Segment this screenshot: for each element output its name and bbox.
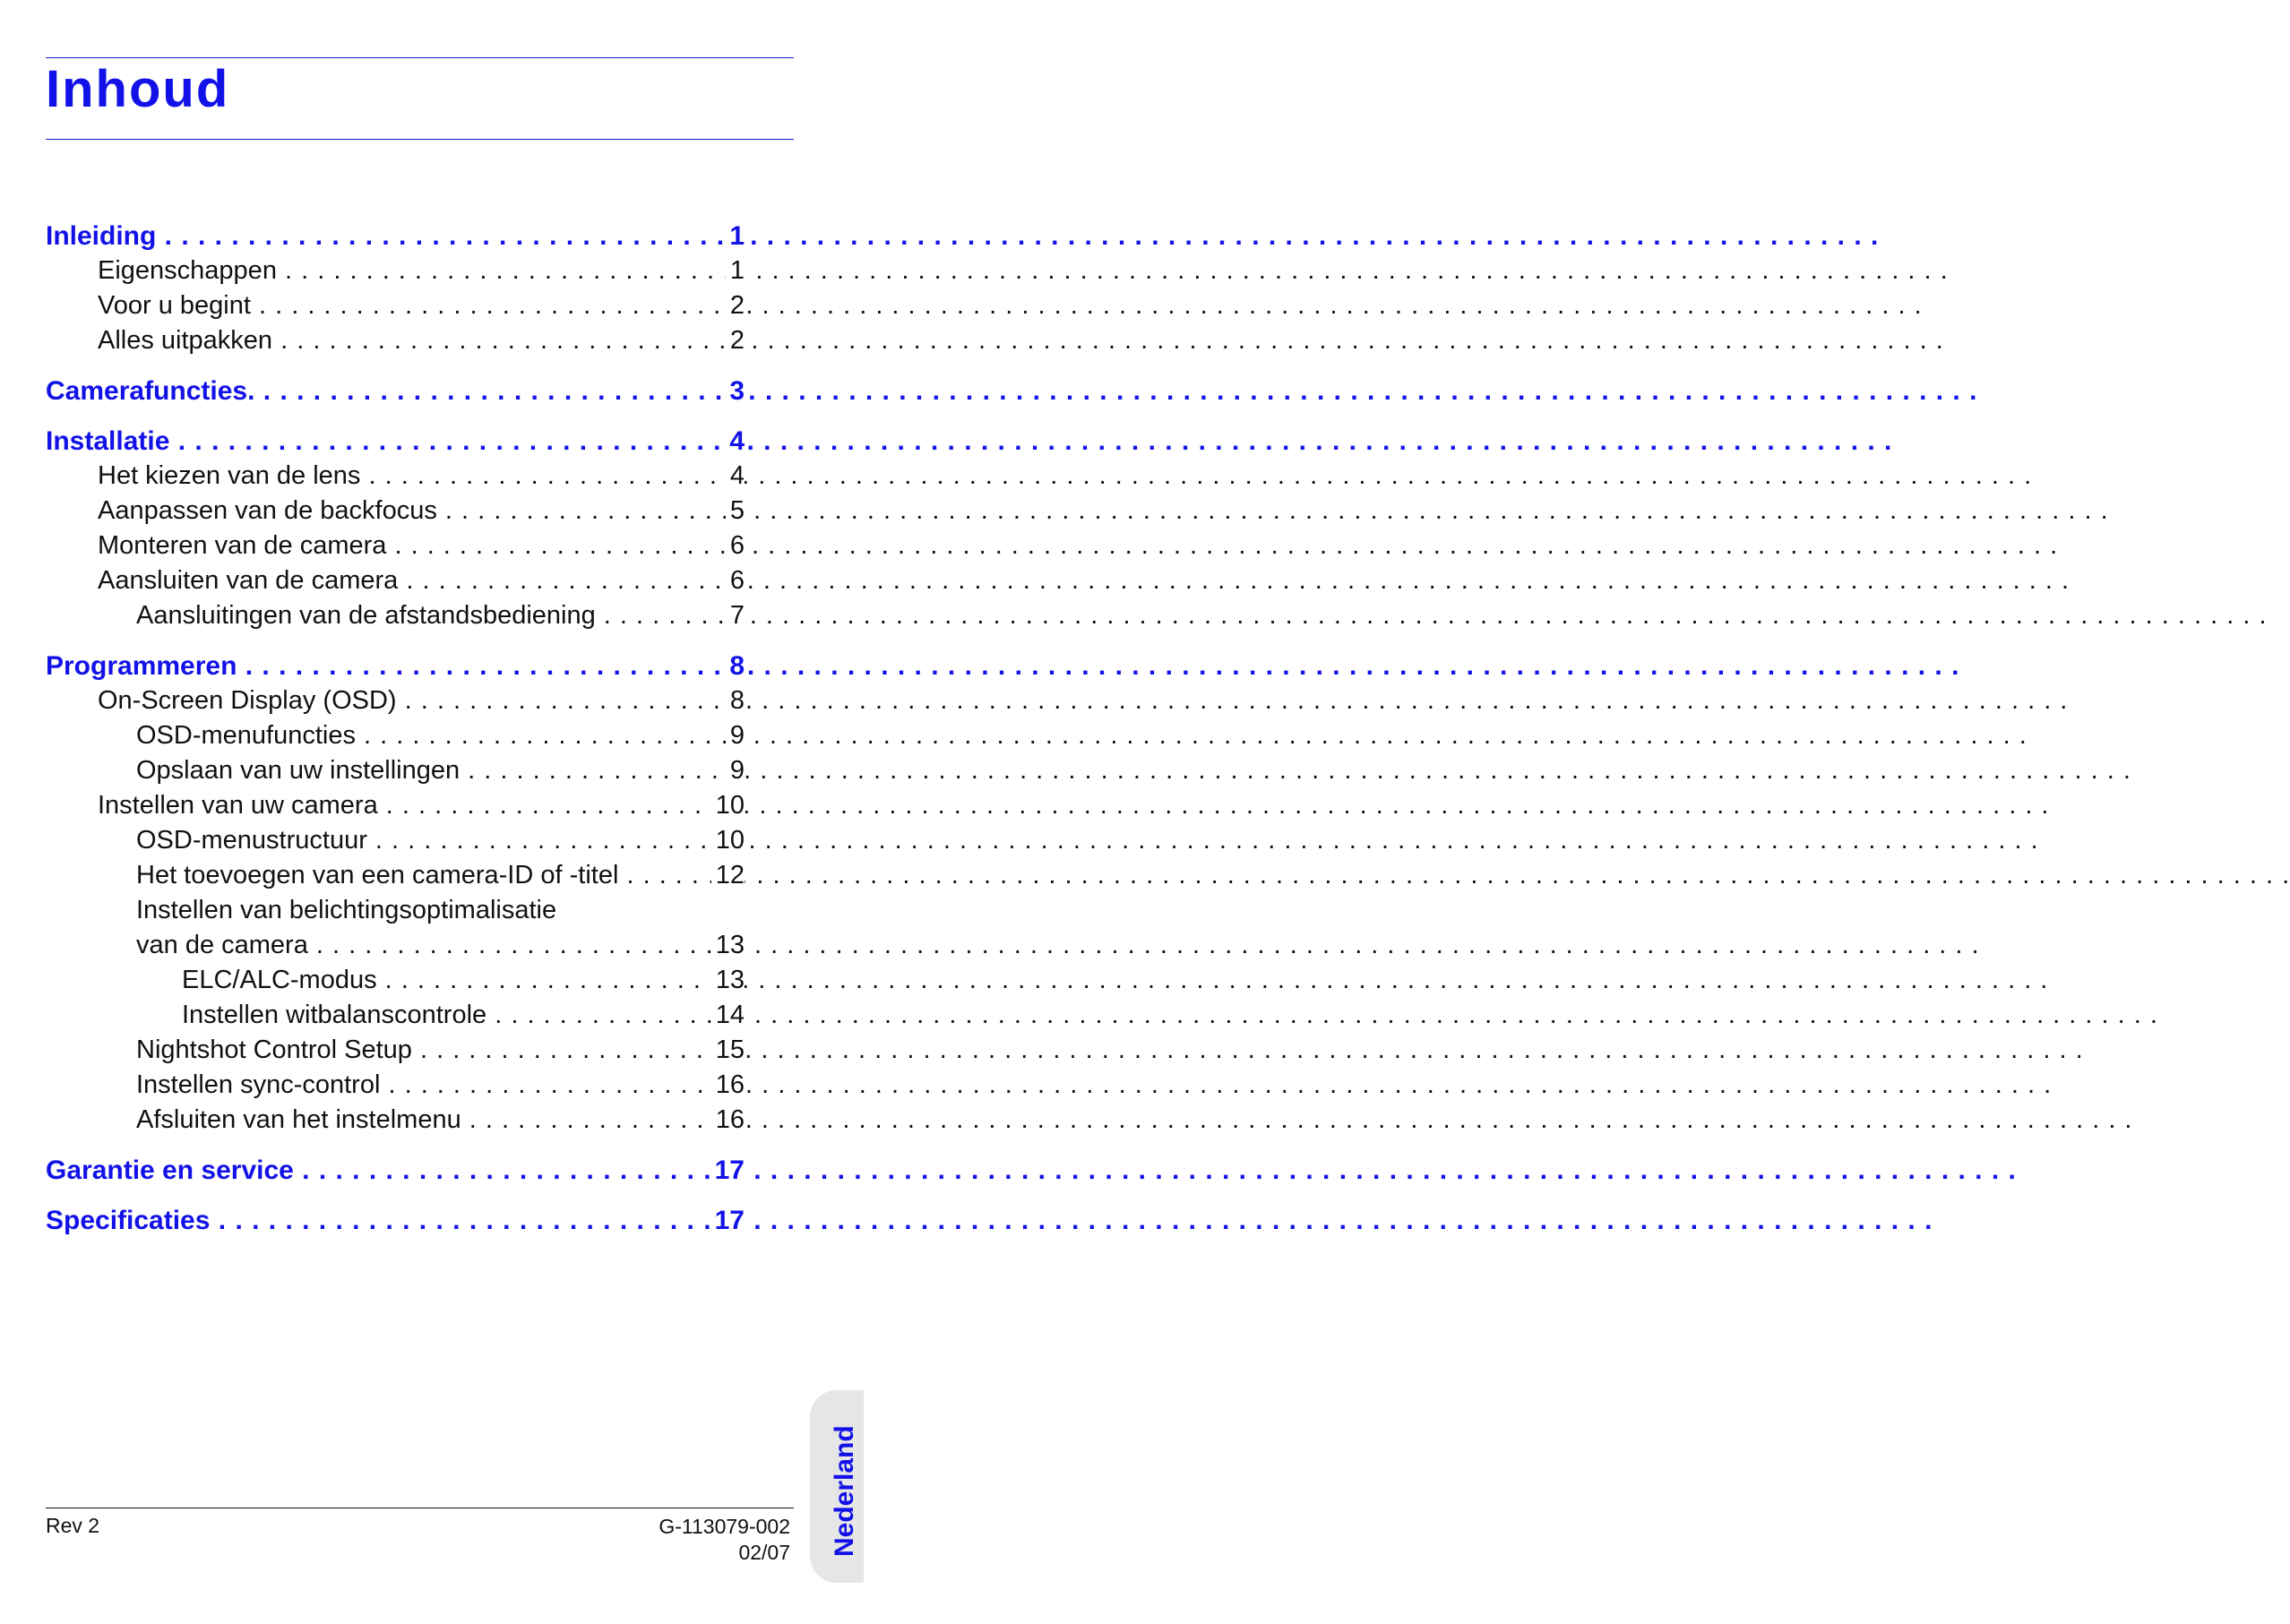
toc-entry-page: 4 bbox=[725, 424, 745, 459]
toc-entry[interactable] bbox=[0, 288, 855, 323]
toc-entry[interactable] bbox=[0, 323, 855, 358]
toc-entry[interactable] bbox=[0, 788, 855, 823]
toc-section-entry[interactable] bbox=[0, 649, 855, 683]
toc-entry-page: 12 bbox=[711, 858, 745, 893]
toc-entry-page: 8 bbox=[725, 649, 745, 683]
toc-entry-title: Opslaan van uw instellingen . . . bbox=[136, 753, 745, 788]
toc-entry-page: 17 bbox=[710, 1203, 745, 1238]
toc-entry-page: 2 bbox=[726, 323, 745, 358]
toc-entry[interactable] bbox=[0, 563, 855, 598]
toc-entry-page: 7 bbox=[726, 598, 745, 633]
toc-entry-page: 9 bbox=[726, 753, 745, 788]
toc-section-entry[interactable] bbox=[0, 1203, 855, 1238]
toc-entry-title: Garantie en service . . . bbox=[46, 1153, 745, 1188]
table-of-contents bbox=[0, 219, 855, 1238]
toc-entry-title: Camerafuncties. . . . bbox=[46, 374, 745, 408]
toc-entry-title: Specificaties . . . bbox=[46, 1203, 745, 1238]
toc-entry-page: 14 bbox=[711, 998, 745, 1033]
toc-entry-page: 10 bbox=[711, 823, 745, 858]
toc-entry-page: 13 bbox=[711, 963, 745, 998]
toc-entry[interactable] bbox=[0, 998, 855, 1033]
document-info bbox=[659, 1514, 790, 1566]
toc-section-entry[interactable] bbox=[0, 219, 855, 253]
top-rule bbox=[46, 57, 794, 58]
toc-entry-page: 6 bbox=[726, 563, 745, 598]
page-title: Inhoud bbox=[46, 60, 230, 118]
revision-label: Rev 2 bbox=[46, 1514, 100, 1537]
toc-entry[interactable] bbox=[0, 253, 855, 288]
toc-entry-page: 17 bbox=[710, 1153, 745, 1188]
document-number: G-113079-002 bbox=[659, 1515, 790, 1538]
toc-entry-page: 1 bbox=[725, 219, 745, 253]
toc-entry-title: Monteren van de camera . . . bbox=[98, 528, 745, 563]
toc-entry[interactable] bbox=[0, 598, 855, 633]
toc-entry-title: OSD-menufuncties . . . bbox=[136, 718, 745, 753]
toc-entry-title: Nightshot Control Setup . . . bbox=[136, 1033, 745, 1068]
toc-entry[interactable] bbox=[0, 1033, 855, 1068]
toc-entry-title: van de camera . . . bbox=[136, 928, 745, 963]
toc-entry-page: 8 bbox=[726, 683, 745, 718]
toc-entry-title: Het kiezen van de lens . . . bbox=[98, 459, 745, 494]
toc-entry-title: ELC/ALC-modus . . . bbox=[182, 963, 745, 998]
toc-section-entry[interactable] bbox=[0, 374, 855, 408]
toc-entry-title: Eigenschappen . . . bbox=[98, 253, 745, 288]
toc-entry-title: Afsluiten van het instelmenu . . . bbox=[136, 1103, 745, 1138]
toc-entry-title: Instellen van belichtingsoptimalisatie bbox=[136, 896, 557, 924]
toc-entry-page: 4 bbox=[726, 459, 745, 494]
toc-entry[interactable] bbox=[0, 494, 855, 528]
toc-entry-page: 9 bbox=[726, 718, 745, 753]
toc-entry-page: 5 bbox=[726, 494, 745, 528]
toc-entry[interactable] bbox=[0, 928, 855, 963]
toc-entry-title: Programmeren . . . bbox=[46, 649, 745, 683]
toc-entry[interactable] bbox=[0, 858, 855, 893]
toc-section-entry[interactable] bbox=[0, 424, 855, 459]
toc-entry-page: 2 bbox=[726, 288, 745, 323]
toc-entry[interactable] bbox=[0, 823, 855, 858]
toc-entry-title: Het toevoegen van een camera-ID of -titel . . . bbox=[136, 858, 745, 893]
toc-entry-title: Installatie . . . bbox=[46, 424, 745, 459]
toc-entry[interactable] bbox=[0, 893, 855, 928]
toc-entry-title: Voor u begint . . . bbox=[98, 288, 745, 323]
language-tab-label: Nederland bbox=[830, 1425, 859, 1557]
title-bottom-rule bbox=[46, 139, 794, 140]
toc-entry-title: Instellen sync-control . . . bbox=[136, 1068, 745, 1103]
toc-entry-page: 16 bbox=[711, 1068, 745, 1103]
toc-entry-page: 13 bbox=[711, 928, 745, 963]
toc-entry-title: Alles uitpakken . . . bbox=[98, 323, 745, 358]
toc-entry[interactable] bbox=[0, 459, 855, 494]
toc-entry-title: OSD-menustructuur . . . bbox=[136, 823, 745, 858]
document-date: 02/07 bbox=[738, 1541, 790, 1564]
toc-entry[interactable] bbox=[0, 528, 855, 563]
toc-entry-title: Instellen witbalanscontrole . . . bbox=[182, 998, 745, 1033]
toc-entry-page: 6 bbox=[726, 528, 745, 563]
toc-entry-page: 16 bbox=[711, 1103, 745, 1138]
toc-entry[interactable] bbox=[0, 753, 855, 788]
toc-entry-page: 1 bbox=[726, 253, 745, 288]
toc-entry[interactable] bbox=[0, 718, 855, 753]
toc-entry-title: Aansluiten van de camera . . . bbox=[98, 563, 745, 598]
toc-entry-title: On-Screen Display (OSD) . . . bbox=[98, 683, 745, 718]
toc-entry[interactable] bbox=[0, 1103, 855, 1138]
toc-entry[interactable] bbox=[0, 1068, 855, 1103]
toc-entry[interactable] bbox=[0, 683, 855, 718]
toc-entry-title: Aansluitingen van de afstandsbediening . . . bbox=[136, 598, 745, 633]
toc-entry[interactable] bbox=[0, 963, 855, 998]
toc-entry-title: Aanpassen van de backfocus . . . bbox=[98, 494, 745, 528]
toc-entry-title: Inleiding . . . bbox=[46, 219, 745, 253]
toc-entry-title: Instellen van uw camera . . . bbox=[98, 788, 745, 823]
toc-section-entry[interactable] bbox=[0, 1153, 855, 1188]
toc-entry-page: 15 bbox=[711, 1033, 745, 1068]
toc-entry-page: 10 bbox=[711, 788, 745, 823]
toc-entry-page: 3 bbox=[725, 374, 745, 408]
